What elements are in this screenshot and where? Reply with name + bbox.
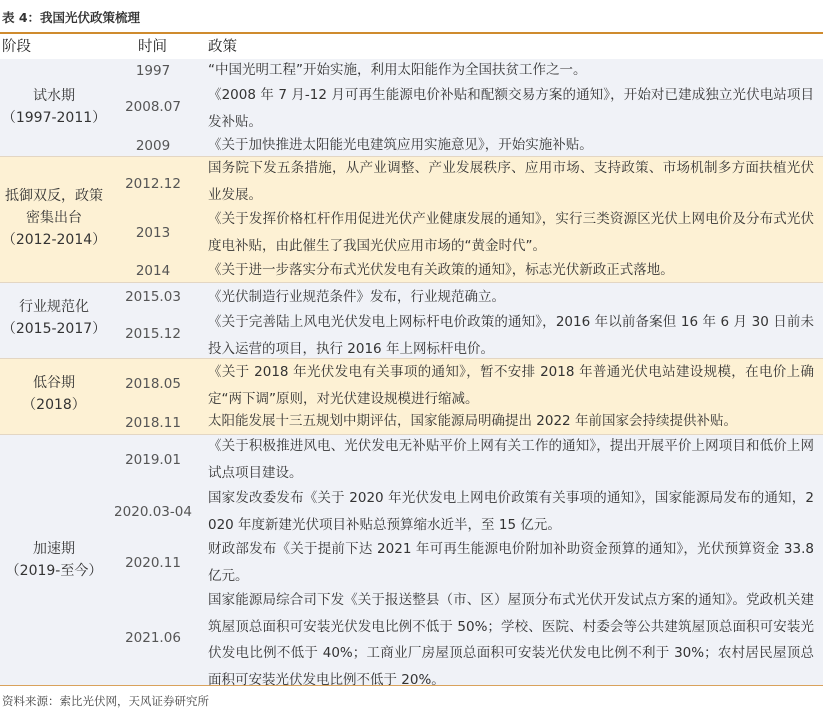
policy-cell: 财政部发布《关于提前下达 2021 年可再生能源电价附加补助资金预算的通知》，光伏预算资金 33.8 亿元。 xyxy=(208,541,814,584)
source-note: 资料来源：索比光伏网，天风证券研究所 xyxy=(2,694,209,708)
time-cell: 2021.06 xyxy=(125,630,181,646)
time-cell: 2019.01 xyxy=(125,452,181,468)
policy-cell: 《关于 2018 年光伏发电有关事项的通知》，暂不安排 2018 年普通光伏电站建设规模，在电价上确定“两下调”原则，对光伏建设规模进行缩减。 xyxy=(208,364,814,407)
policy-cell: 《关于完善陆上风电光伏发电上网标杆电价政策的通知》，2016 年以前备案但 16 年 6 月 30 日前未投入运营的项目，执行 2016 年上网标杆电价。 xyxy=(208,314,814,357)
policy-cell: 《光伏制造行业规范条件》发布，行业规范确立。 xyxy=(208,289,505,305)
stage-label: 抵御双反，政策 密集出台 （2012-2014） xyxy=(1,188,107,248)
stage-label: 低谷期 （2018） xyxy=(22,375,86,413)
header-policy: 政策 xyxy=(208,39,237,55)
policy-cell: 国家能源局综合司下发《关于报送整县（市、区）屋顶分布式光伏开发试点方案的通知》。党政机关建筑屋顶总面积可安装光伏发电比例不低于 50%；学校、医院、村委会等公共建筑屋顶总面积可安装光伏发电比例不低于 40%；工商业厂房屋顶总面积可安装光伏发电比例不利于 30%；农村居民屋顶总面积可安装光伏发电比例不低于 20%。 xyxy=(208,592,814,688)
policy-cell: 《关于进一步落实分布式光伏发电有关政策的通知》，标志光伏新政正式落地。 xyxy=(208,262,674,278)
policy-cell: “中国光明工程”开始实施，利用太阳能作为全国扶贫工作之一。 xyxy=(208,62,587,78)
time-cell: 2020.03-04 xyxy=(114,504,192,520)
time-cell: 2015.12 xyxy=(125,326,181,342)
time-cell: 2018.05 xyxy=(125,376,181,392)
policy-cell: 国家发改委发布《关于 2020 年光伏发电上网电价政策有关事项的通知》，国家能源局发布的通知，2020 年度新建光伏项目补贴总预算缩水近半，至 15 亿元。 xyxy=(208,490,814,533)
time-cell: 2008.07 xyxy=(125,99,181,115)
stage-group xyxy=(0,59,823,157)
policy-cell: 《关于积极推进风电、光伏发电无补贴平价上网有关工作的通知》，提出开展平价上网项目和低价上网试点项目建设。 xyxy=(208,438,814,481)
stage-label: 加速期 （2019-至今） xyxy=(5,541,103,579)
stage-group xyxy=(0,359,823,435)
time-cell: 2015.03 xyxy=(125,289,181,305)
stage-label: 试水期 （1997-2011） xyxy=(1,88,107,126)
time-cell: 2012.12 xyxy=(125,176,181,192)
policy-cell: 《2008 年 7 月-12 月可再生能源电价补贴和配额交易方案的通知》，开始对已建成独立光伏电站项目发补贴。 xyxy=(208,87,814,130)
time-cell: 2014 xyxy=(135,263,171,279)
header-time: 时间 xyxy=(138,39,167,55)
policy-cell: 《关于加快推进太阳能光电建筑应用实施意见》，开始实施补贴。 xyxy=(208,137,593,153)
stage-group xyxy=(0,283,823,359)
time-cell: 1997 xyxy=(135,63,171,79)
time-cell: 2013 xyxy=(135,225,171,241)
header-stage: 阶段 xyxy=(2,39,31,55)
table-title: 表 4：我国光伏政策梳理 xyxy=(2,10,141,25)
time-cell: 2009 xyxy=(135,138,171,154)
policy-cell: 《关于发挥价格杠杆作用促进光伏产业健康发展的通知》，实行三类资源区光伏上网电价及分布式光伏度电补贴，由此催生了我国光伏应用市场的“黄金时代”。 xyxy=(208,211,814,254)
policy-cell: 太阳能发展十三五规划中期评估，国家能源局明确提出 2022 年前国家会持续提供补贴。 xyxy=(208,413,737,429)
stage-group xyxy=(0,157,823,283)
time-cell: 2020.11 xyxy=(125,555,181,571)
policy-cell: 国务院下发五条措施，从产业调整、产业发展秩序、应用市场、支持政策、市场机制多方面扶植光伏业发展。 xyxy=(208,160,814,203)
stage-label: 行业规范化 （2015-2017） xyxy=(1,299,107,337)
time-cell: 2018.11 xyxy=(125,415,181,431)
stage-group xyxy=(0,435,823,686)
